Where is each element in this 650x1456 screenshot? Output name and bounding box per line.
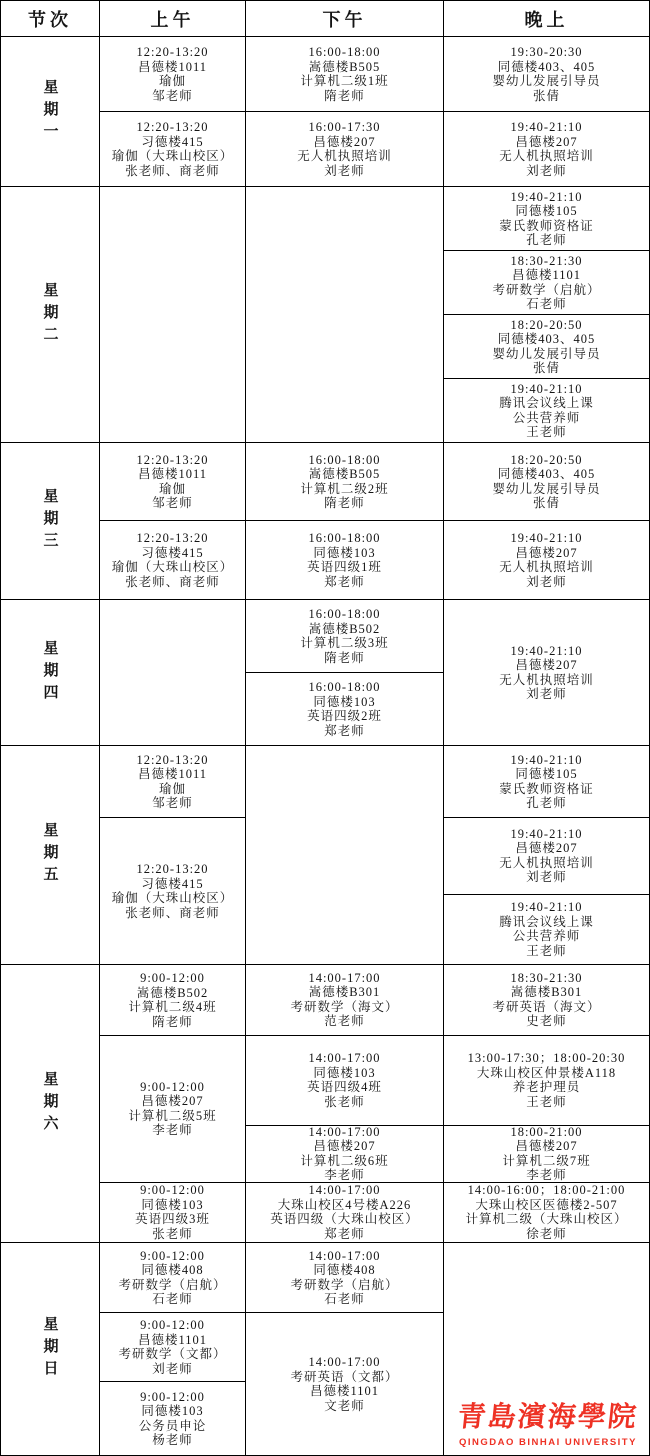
session-cell-line: 12:20-13:20 (136, 531, 209, 545)
session-cell-line: 张老师、商老师 (125, 574, 220, 589)
session-cell-line: 养老护理员 (512, 1080, 581, 1095)
session-cell-line: 计算机二级7班 (502, 1153, 591, 1168)
session-cell-line: 刘老师 (324, 163, 365, 178)
session-cell-line: 隋老师 (324, 650, 365, 665)
session-cell-line: 王老师 (526, 1094, 567, 1109)
session-cell-line: 12:20-13:20 (136, 452, 209, 467)
session-cell-line: 9:00-12:00 (140, 1183, 205, 1198)
session-cell-line: 同德楼408 (141, 1263, 204, 1277)
session-cell (246, 746, 444, 965)
session-cell-line: 王老师 (526, 943, 567, 958)
session-cell (246, 1243, 444, 1313)
session-cell-line: 9:00-12:00 (140, 971, 205, 986)
session-cell-line: 12:20-13:20 (136, 45, 209, 59)
session-cell-line: 范老师 (324, 1014, 365, 1029)
session-cell-line: 杨老师 (152, 1433, 193, 1448)
day-label: 星期三 (41, 488, 58, 554)
session-cell-line: 邹老师 (152, 796, 193, 811)
day-label: 星期日 (41, 1316, 58, 1382)
session-cell-line: 英语四级1班 (307, 560, 382, 574)
session-cell-line: 18:20-20:50 (510, 452, 583, 467)
session-cell-line: 12:20-13:20 (136, 120, 209, 134)
header-cell-afternoon: 下午 (246, 1, 444, 37)
session-cell-line: 同德楼105 (515, 204, 578, 218)
session-cell-line: 刘老师 (526, 687, 567, 701)
session-cell-line: 无人机执照培训 (499, 560, 594, 574)
session-cell (100, 1313, 246, 1382)
session-cell-line: 刘老师 (526, 870, 567, 885)
session-cell (444, 818, 650, 895)
session-cell-line: 郑老师 (324, 723, 365, 738)
session-cell-line: 石老师 (526, 297, 567, 311)
session-cell-line: 张老师 (152, 1226, 193, 1241)
day-label: 星期四 (41, 639, 58, 706)
session-column-evening (444, 1243, 650, 1456)
session-cell-line: 腾讯会议线上课 (499, 914, 594, 929)
session-cell-line: 李老师 (152, 1123, 193, 1138)
session-cell-line: 王老师 (526, 425, 567, 439)
day-row (1, 37, 650, 187)
session-cell-line: 14:00-17:00 (308, 1355, 381, 1370)
session-cell-line: 英语四级（大珠山校区） (270, 1212, 419, 1227)
session-cell-line: 郑老师 (324, 1226, 365, 1241)
session-cell-line: 刘老师 (526, 574, 567, 589)
session-cell-line: 考研数学（启航） (118, 1277, 227, 1292)
session-cell (246, 443, 444, 521)
session-cell-line: 张老师 (324, 1094, 365, 1109)
session-column-evening (444, 187, 650, 443)
day-label: 星期五 (41, 822, 58, 888)
session-cell (246, 673, 444, 746)
session-column-afternoon (246, 746, 444, 965)
session-cell (444, 1183, 650, 1243)
session-cell-line: 13:00-17:30；18:00-20:30 (467, 1051, 626, 1066)
session-cell (246, 112, 444, 187)
day-label-cell (1, 600, 100, 746)
session-column-afternoon (246, 443, 444, 600)
day-row (1, 600, 650, 746)
session-cell-line: 14:00-17:00 (308, 970, 381, 985)
session-cell-line: 李老师 (526, 1168, 567, 1183)
session-cell (246, 37, 444, 112)
session-cell (444, 895, 650, 965)
day-row (1, 1243, 650, 1456)
session-cell-line: 昌德楼1011 (137, 767, 208, 782)
session-cell-line: 18:00-21:00 (510, 1125, 583, 1139)
session-cell-line: 邹老师 (152, 496, 193, 510)
session-cell-line: 18:30-21:30 (510, 253, 583, 268)
session-cell-line: 18:20-20:50 (510, 317, 583, 332)
session-cell-line: 石老师 (324, 1292, 365, 1307)
day-label-cell (1, 187, 100, 443)
session-cell-line: 无人机执照培训 (499, 149, 594, 163)
session-cell-line: 蒙氏教师资格证 (499, 781, 594, 796)
session-cell-line: 隋老师 (152, 1014, 193, 1029)
session-cell-line: 昌德楼207 (515, 545, 578, 560)
session-cell-line: 刘老师 (526, 163, 567, 178)
session-cell-line: 同德楼103 (313, 545, 376, 560)
session-column-evening (444, 443, 650, 600)
session-cell-line: 昌德楼207 (515, 658, 578, 672)
session-cell-line: 19:40-21:10 (510, 120, 583, 134)
session-cell-line: 计算机二级6班 (300, 1153, 389, 1168)
session-cell (100, 443, 246, 521)
session-cell-line: 同德楼403、405 (497, 467, 596, 481)
session-cell-line: 16:00-17:30 (308, 120, 381, 134)
session-cell-line: 无人机执照培训 (297, 149, 392, 163)
session-cell-line: 14:00-17:00 (308, 1125, 381, 1139)
day-label-cell (1, 37, 100, 187)
session-cell-line: 英语四级4班 (307, 1080, 382, 1095)
session-cell (444, 600, 650, 746)
session-cell-line: 英语四级3班 (135, 1212, 210, 1227)
session-cell (444, 1243, 650, 1456)
session-cell-line: 公共营养师 (512, 410, 581, 425)
session-cell-line: 19:40-21:10 (510, 826, 583, 841)
session-cell-line: 19:40-21:10 (510, 189, 583, 204)
session-cell-line: 昌德楼207 (515, 1139, 578, 1154)
session-cell (444, 965, 650, 1036)
session-cell-line: 计算机二级4班 (128, 1000, 217, 1015)
session-cell-line: 同德楼103 (313, 1065, 376, 1080)
university-logo-chinese: 青島濱海學院 (456, 1402, 640, 1433)
header-cell-evening: 晚上 (444, 1, 650, 37)
session-cell-line: 昌德楼207 (141, 1094, 204, 1109)
session-cell-line: 张倩 (532, 496, 560, 510)
session-cell-line: 16:00-18:00 (308, 680, 381, 694)
session-column-morning (100, 965, 246, 1243)
day-label: 星期二 (41, 281, 58, 348)
session-cell-line: 19:40-21:10 (510, 381, 583, 396)
session-cell (444, 379, 650, 443)
session-cell (100, 521, 246, 600)
session-cell-line: 16:00-18:00 (308, 452, 381, 467)
session-cell-line: 昌德楼1011 (137, 467, 208, 481)
session-cell-line: 9:00-12:00 (140, 1079, 205, 1094)
session-cell-line: 李老师 (324, 1168, 365, 1183)
session-cell (246, 600, 444, 673)
session-cell-line: 考研英语（文都） (290, 1369, 399, 1384)
day-label-cell (1, 443, 100, 600)
session-cell-line: 计算机二级3班 (300, 636, 389, 650)
session-cell-line: 隋老师 (324, 496, 365, 510)
session-column-morning (100, 1243, 246, 1456)
session-cell (444, 1036, 650, 1126)
session-cell (444, 112, 650, 187)
day-label-cell (1, 965, 100, 1243)
session-cell-line: 同德楼105 (515, 767, 578, 781)
session-cell-line: 公务员申论 (138, 1418, 207, 1433)
session-cell (444, 315, 650, 379)
session-column-evening (444, 600, 650, 746)
session-cell-line: 昌德楼207 (313, 134, 376, 149)
session-cell-line: 嵩德楼B505 (308, 59, 381, 74)
session-cell-line: 徐老师 (526, 1226, 567, 1241)
session-cell-line: 大珠山校区医德楼2-507 (475, 1197, 618, 1212)
session-cell-line: 考研数学（文都） (118, 1347, 227, 1362)
session-cell-line: 瑜伽 (158, 781, 186, 796)
session-cell (100, 1243, 246, 1313)
session-cell-line: 公共营养师 (512, 929, 581, 944)
session-cell-line: 张老师、商老师 (125, 163, 220, 178)
session-cell-line: 嵩德楼B502 (308, 621, 381, 636)
session-cell (444, 251, 650, 315)
session-cell-line: 9:00-12:00 (140, 1248, 205, 1263)
session-cell (246, 1126, 444, 1183)
session-cell-line: 无人机执照培训 (499, 672, 594, 687)
session-cell (100, 1382, 246, 1456)
session-cell-line: 婴幼儿发展引导员 (492, 346, 601, 361)
session-cell-line: 考研英语（海文） (492, 999, 601, 1014)
session-cell (100, 1036, 246, 1182)
session-cell (246, 1313, 444, 1456)
session-cell-line: 瑜伽（大珠山校区） (111, 149, 234, 163)
session-column-evening (444, 37, 650, 187)
session-column-morning (100, 187, 246, 443)
session-column-evening (444, 746, 650, 965)
session-cell-line: 婴幼儿发展引导员 (492, 481, 601, 496)
session-cell (444, 187, 650, 251)
session-cell-line: 12:20-13:20 (136, 862, 209, 877)
session-cell-line: 14:00-17:00 (308, 1183, 381, 1198)
session-cell-line: 习德楼415 (141, 876, 204, 891)
session-column-afternoon (246, 1243, 444, 1456)
session-cell (100, 112, 246, 187)
session-column-morning (100, 746, 246, 965)
session-cell (246, 521, 444, 600)
session-cell-line: 大珠山校区4号楼A226 (277, 1197, 412, 1212)
day-label-cell (1, 746, 100, 965)
session-cell (246, 187, 444, 443)
session-cell (100, 187, 246, 443)
day-label: 星期六 (41, 1070, 58, 1137)
session-cell (444, 443, 650, 521)
session-cell-line: 14:00-17:00 (308, 1248, 381, 1263)
session-cell-line: 无人机执照培训 (499, 855, 594, 870)
session-cell (100, 1183, 246, 1243)
session-cell-line: 19:40-21:10 (510, 752, 583, 767)
day-row (1, 746, 650, 965)
session-cell-line: 习德楼415 (141, 134, 204, 149)
session-cell-line: 张倩 (532, 361, 560, 375)
session-cell-line: 19:40-21:10 (510, 531, 583, 545)
session-cell (444, 1126, 650, 1183)
session-cell-line: 12:20-13:20 (136, 752, 209, 767)
session-cell-line: 隋老师 (324, 88, 365, 103)
day-row (1, 443, 650, 600)
session-cell-line: 计算机二级（大珠山校区） (465, 1212, 628, 1227)
session-cell-line: 同德楼103 (141, 1404, 204, 1419)
session-cell-line: 同德楼403、405 (497, 332, 596, 346)
day-row (1, 965, 650, 1243)
session-cell-line: 同德楼103 (313, 694, 376, 709)
session-cell-line: 同德楼408 (313, 1263, 376, 1278)
session-cell-line: 瑜伽 (158, 481, 186, 496)
session-cell-line: 19:30-20:30 (510, 45, 583, 59)
session-cell-line: 14:00-16:00；18:00-21:00 (467, 1183, 626, 1198)
session-cell-line: 英语四级2班 (307, 709, 382, 723)
session-cell-line: 孔老师 (526, 796, 567, 810)
session-cell-line: 腾讯会议线上课 (499, 396, 594, 410)
session-cell-line: 瑜伽（大珠山校区） (111, 560, 234, 574)
session-cell-line: 9:00-12:00 (140, 1389, 205, 1404)
session-cell-line: 大珠山校区仲景楼A118 (476, 1065, 617, 1080)
session-cell-line: 郑老师 (324, 574, 365, 589)
session-cell (444, 521, 650, 600)
session-cell-line: 刘老师 (152, 1361, 193, 1376)
session-cell (444, 746, 650, 818)
session-column-afternoon (246, 187, 444, 443)
session-column-afternoon (246, 965, 444, 1243)
session-cell-line: 昌德楼207 (515, 134, 578, 149)
header-cell-period: 节次 (1, 1, 100, 37)
session-cell (100, 600, 246, 746)
session-cell-line: 嵩德楼B301 (510, 985, 583, 1000)
session-cell-line: 史老师 (526, 1014, 567, 1029)
session-cell-line: 考研数学（海文） (290, 999, 399, 1014)
session-cell-line: 9:00-12:00 (140, 1318, 205, 1333)
session-column-afternoon (246, 37, 444, 187)
header-row (1, 1, 650, 37)
session-cell (100, 965, 246, 1036)
session-cell-line: 石老师 (152, 1292, 193, 1306)
session-cell-line: 孔老师 (526, 233, 567, 247)
session-cell-line: 考研数学（启航） (492, 282, 601, 297)
session-cell-line: 昌德楼1011 (137, 59, 208, 74)
day-label: 星期一 (41, 78, 58, 145)
session-cell (100, 37, 246, 112)
session-cell-line: 考研数学（启航） (290, 1277, 399, 1292)
session-cell-line: 嵩德楼B505 (308, 467, 381, 481)
session-cell-line: 昌德楼1101 (511, 268, 582, 282)
university-logo-english: QINGDAO BINHAI UNIVERSITY (459, 1437, 637, 1448)
session-cell-line: 计算机二级5班 (128, 1108, 217, 1123)
session-cell-line: 邹老师 (152, 88, 193, 103)
day-row (1, 187, 650, 443)
session-cell-line: 14:00-17:00 (308, 1051, 381, 1066)
session-column-afternoon (246, 600, 444, 746)
session-cell-line: 张老师、商老师 (125, 905, 220, 920)
session-cell-line: 瑜伽 (158, 74, 186, 88)
session-cell-line: 19:40-21:10 (510, 900, 583, 915)
session-cell-line: 昌德楼1101 (137, 1332, 208, 1347)
session-cell (444, 37, 650, 112)
session-column-evening (444, 965, 650, 1243)
session-cell-line: 嵩德楼B301 (308, 985, 381, 1000)
session-cell-line: 同德楼403、405 (497, 59, 596, 74)
session-cell (246, 1183, 444, 1243)
session-cell-line: 昌德楼207 (515, 841, 578, 856)
session-cell-line: 昌德楼1101 (309, 1384, 380, 1399)
session-cell-line: 16:00-18:00 (308, 45, 381, 59)
session-cell-line: 计算机二级2班 (300, 481, 389, 496)
session-cell-line: 18:30-21:30 (510, 970, 583, 985)
session-cell (100, 746, 246, 818)
session-cell-line: 同德楼103 (141, 1197, 204, 1212)
session-cell-line: 婴幼儿发展引导员 (492, 74, 601, 88)
session-cell-line: 张倩 (532, 88, 560, 103)
session-cell-line: 习德楼415 (141, 545, 204, 560)
session-column-morning (100, 37, 246, 187)
session-cell-line: 蒙氏教师资格证 (499, 218, 594, 233)
session-cell-line: 19:40-21:10 (510, 643, 583, 658)
session-cell (246, 1036, 444, 1126)
session-cell-line: 嵩德楼B502 (136, 985, 209, 1000)
day-label-cell (1, 1243, 100, 1456)
session-cell-line: 昌德楼207 (313, 1139, 376, 1154)
session-cell-line: 16:00-18:00 (308, 607, 381, 621)
header-cell-morning: 上午 (100, 1, 246, 37)
session-column-morning (100, 443, 246, 600)
session-cell-line: 16:00-18:00 (308, 531, 381, 545)
session-cell-line: 文老师 (324, 1398, 365, 1413)
session-cell (100, 818, 246, 965)
session-cell-line: 瑜伽（大珠山校区） (111, 891, 234, 906)
session-cell-line: 计算机二级1班 (300, 74, 389, 88)
session-column-morning (100, 600, 246, 746)
session-cell (246, 965, 444, 1036)
